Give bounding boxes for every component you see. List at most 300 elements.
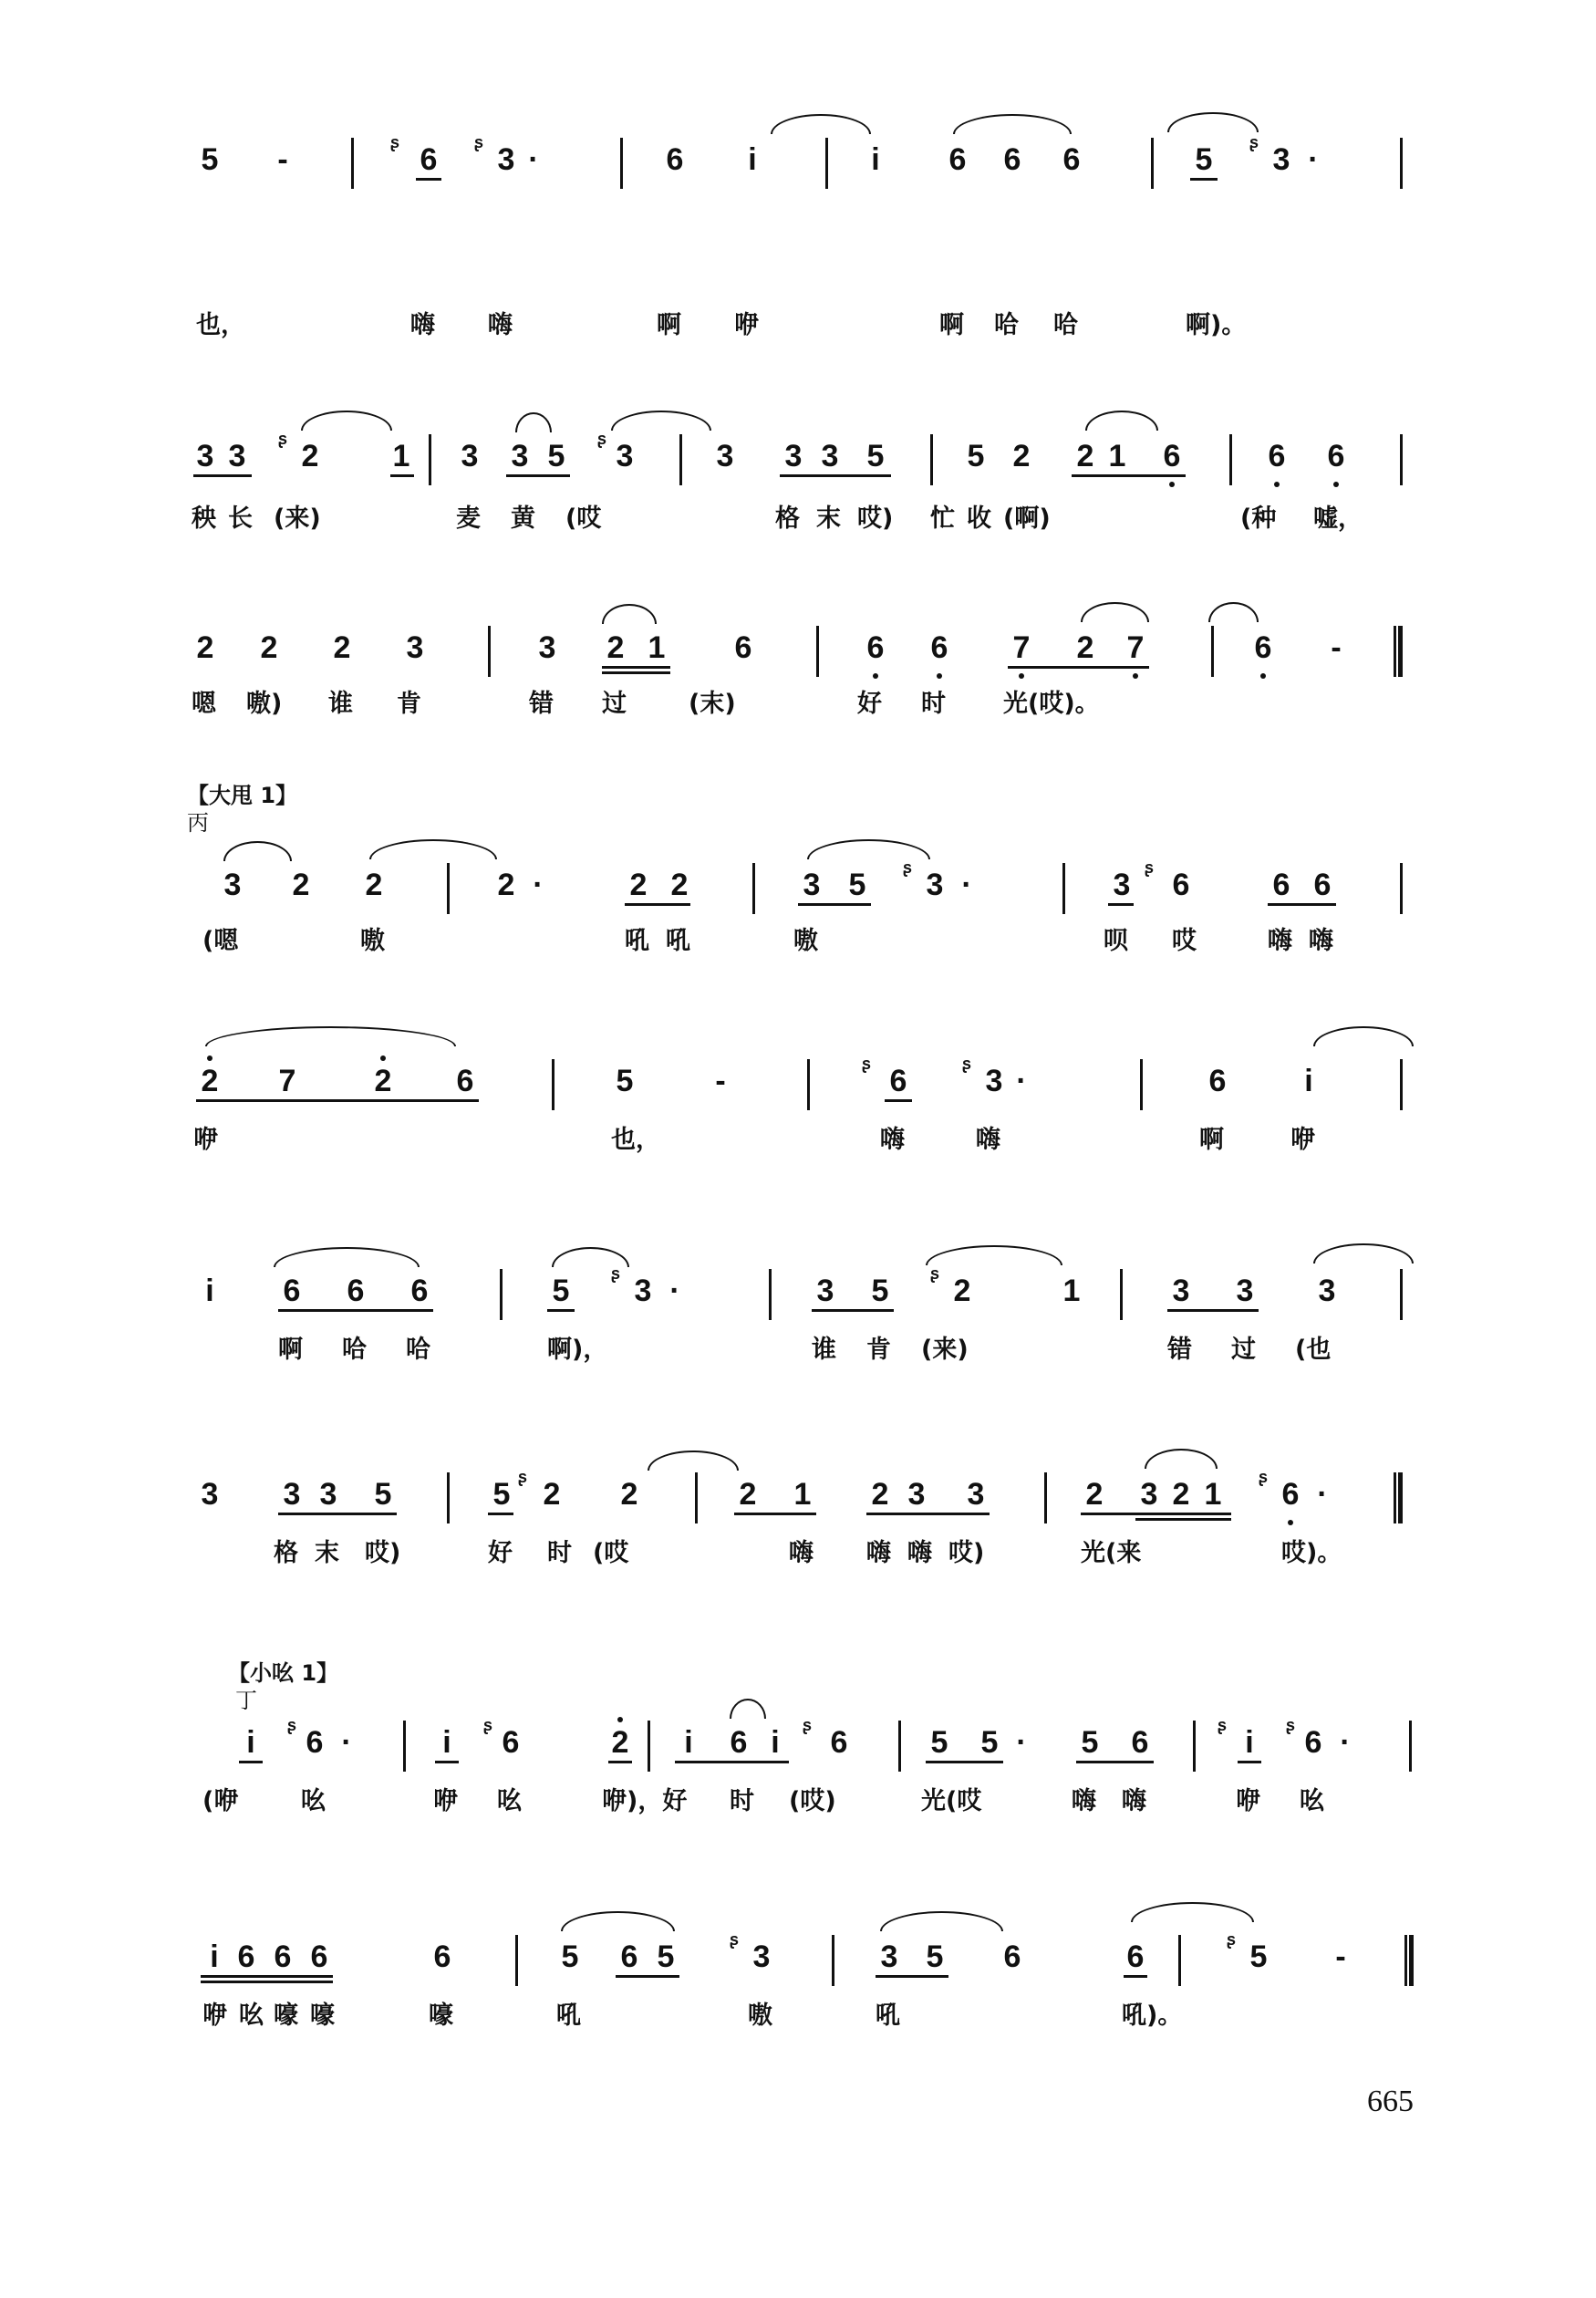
lyric: 时	[547, 1539, 572, 1567]
note: 5	[871, 1274, 889, 1308]
note: 6	[456, 1064, 474, 1098]
lyric: 吼	[556, 2002, 581, 2030]
lyric: 嘘，	[1313, 504, 1363, 533]
section-label: 【大甩 1】	[187, 783, 298, 808]
grace-note: ʂ	[597, 430, 607, 448]
low-octave-dot	[1169, 482, 1175, 487]
lyric: 好	[857, 690, 882, 718]
slur	[611, 411, 711, 431]
note: 3	[1172, 1274, 1190, 1308]
note: 3	[223, 868, 242, 902]
lyric: 吆	[1300, 1787, 1324, 1815]
lyric: (来)	[921, 1336, 969, 1364]
note: 3	[228, 439, 246, 473]
underline	[435, 1761, 459, 1763]
slur	[1208, 602, 1259, 622]
barline	[1044, 1472, 1047, 1523]
lyric: 嚎	[429, 2002, 453, 2030]
lyrics-row	[0, 504, 1596, 558]
lyric: 格	[775, 504, 800, 533]
note: -	[715, 1064, 726, 1098]
slur	[648, 1451, 739, 1471]
note: i	[246, 1725, 255, 1760]
note: 2	[611, 1725, 629, 1760]
lyric: 吼	[876, 2002, 900, 2030]
lyric: 格	[274, 1539, 298, 1567]
grace-note: ʂ	[962, 1055, 972, 1073]
final-barline	[1394, 626, 1403, 677]
slur	[807, 839, 930, 859]
grace-note: ʂ	[930, 1264, 940, 1283]
lyric: 吼)。	[1122, 2002, 1183, 2030]
barline	[769, 1269, 772, 1320]
underline	[1135, 1518, 1231, 1521]
slur	[1313, 1026, 1414, 1046]
lyric: 时	[730, 1787, 754, 1815]
barline	[1400, 434, 1403, 485]
barline	[1062, 863, 1065, 914]
slur-triplet	[953, 114, 1072, 134]
note: 2	[1012, 439, 1031, 473]
lyric: 嚎	[310, 2002, 335, 2030]
lyric: 光(哎)。	[1003, 690, 1100, 718]
grace-note: ʂ	[803, 1716, 813, 1734]
note: 5	[926, 1939, 944, 1974]
grace-note: ʂ	[1227, 1930, 1237, 1949]
note: 1	[793, 1477, 812, 1512]
underline	[602, 671, 670, 674]
note: 5	[1081, 1725, 1099, 1760]
underline	[876, 1975, 948, 1978]
note: 3	[1318, 1274, 1336, 1308]
lyric: 啊	[657, 311, 681, 339]
note: 2	[1076, 439, 1094, 473]
note: i	[442, 1725, 451, 1760]
barline	[620, 138, 623, 189]
lyric: 嗨	[1268, 927, 1292, 955]
lyric: 咿)，好	[602, 1787, 688, 1815]
note: 3	[716, 439, 734, 473]
note: 6	[1126, 1939, 1145, 1974]
note: 6	[410, 1274, 429, 1308]
note: 6	[930, 630, 948, 665]
note: 5	[848, 868, 866, 902]
slur	[1131, 1902, 1254, 1922]
lyric: 嗷	[748, 2002, 772, 2030]
note: 7	[1012, 630, 1031, 665]
lyric: 嗨	[1309, 927, 1333, 955]
underline	[506, 474, 570, 477]
notation-row	[0, 1055, 1596, 1118]
note: 3	[821, 439, 839, 473]
lyric: 嗨	[488, 311, 513, 339]
barline	[825, 138, 828, 189]
note: 6	[1208, 1064, 1227, 1098]
barline	[403, 1721, 406, 1772]
note: 5	[980, 1725, 999, 1760]
lyric: 哈	[406, 1336, 430, 1364]
slur	[1313, 1243, 1414, 1263]
slur	[926, 1245, 1062, 1265]
note: 3	[1272, 142, 1290, 177]
note: 6	[1172, 868, 1190, 902]
note: 3	[511, 439, 529, 473]
underline	[926, 1761, 1003, 1763]
note: i	[1245, 1725, 1254, 1760]
underline	[193, 474, 252, 477]
underline	[675, 1761, 789, 1763]
note: 3	[926, 868, 944, 902]
lyric: 嗷	[360, 927, 385, 955]
lyric: 嗨	[1072, 1787, 1096, 1815]
note: 2	[543, 1477, 561, 1512]
note: -	[1335, 1939, 1346, 1974]
note: 6	[1254, 630, 1272, 665]
lyric: (嗯	[202, 927, 239, 955]
note: 6	[1272, 868, 1290, 902]
lyrics-row	[0, 689, 1596, 743]
note: 5	[552, 1274, 570, 1308]
lyric: (哎	[593, 1539, 629, 1567]
lyric: (也	[1295, 1336, 1332, 1364]
lyric: 哎)	[365, 1539, 401, 1567]
lyric: 谁	[328, 690, 353, 718]
underline	[1124, 1975, 1147, 1978]
lyric: 嗨	[1122, 1787, 1146, 1815]
underline	[602, 666, 670, 669]
note: 2	[606, 630, 625, 665]
lyric: 忙	[930, 504, 955, 533]
lyric: 吆	[301, 1787, 326, 1815]
underline	[488, 1513, 513, 1515]
note: 3	[461, 439, 479, 473]
lyric: (末)	[689, 690, 736, 718]
barline	[1400, 1269, 1403, 1320]
note: 5	[616, 1064, 634, 1098]
note: 2	[953, 1274, 971, 1308]
lyric: (哎)	[789, 1787, 836, 1815]
note: 2	[260, 630, 278, 665]
lyric: 咿	[202, 2002, 227, 2030]
grace-note: ʂ	[474, 133, 484, 151]
note: ·	[1016, 1064, 1027, 1098]
note: 6	[274, 1939, 292, 1974]
note: 2	[620, 1477, 638, 1512]
slur	[1145, 1449, 1218, 1469]
lyric: 哎)。	[1281, 1539, 1342, 1567]
underline	[608, 1761, 632, 1763]
barline	[515, 1935, 518, 1986]
final-barline	[1394, 1472, 1403, 1523]
note: 3	[1236, 1274, 1254, 1308]
page-number: 665	[1367, 2085, 1414, 2118]
lyric: 错	[529, 690, 554, 718]
note: ·	[1016, 1725, 1027, 1760]
lyric: 吼	[666, 927, 690, 955]
lyrics-row	[0, 2001, 1596, 2055]
grace-note: ʂ	[287, 1716, 297, 1734]
lyric: (哎	[565, 504, 602, 533]
lyric: 也，	[611, 1126, 660, 1154]
slur	[771, 114, 871, 134]
note: 3	[497, 142, 515, 177]
lyric: 肯	[397, 690, 421, 718]
barline	[816, 626, 819, 677]
slur	[1081, 602, 1149, 622]
barline	[500, 1269, 503, 1320]
underline	[278, 1309, 433, 1312]
underline	[1190, 178, 1218, 181]
slur	[730, 1699, 766, 1719]
barline	[1151, 138, 1154, 189]
note: 6	[1313, 868, 1332, 902]
lyric: 麦	[456, 504, 481, 533]
note: 5	[547, 439, 565, 473]
slur-triplet	[274, 1247, 420, 1267]
grace-note: ʂ	[1286, 1716, 1296, 1734]
note: 6	[948, 142, 967, 177]
lyrics-row	[0, 1786, 1596, 1841]
lyrics-row	[0, 1125, 1596, 1180]
note: 6	[866, 630, 885, 665]
lyrics-row	[0, 1335, 1596, 1389]
note: 2	[365, 868, 383, 902]
lyric: 哈	[342, 1336, 367, 1364]
note: 3	[784, 439, 803, 473]
lyric: 过	[1231, 1336, 1256, 1364]
note: 2	[1076, 630, 1094, 665]
slur	[301, 411, 392, 431]
note: 6	[310, 1939, 328, 1974]
note: 6	[347, 1274, 365, 1308]
slur	[602, 604, 657, 624]
lyric: 咿	[734, 311, 759, 339]
barline	[488, 626, 491, 677]
note: 7	[278, 1064, 296, 1098]
note: 5	[1249, 1939, 1268, 1974]
note: 2	[629, 868, 648, 902]
low-octave-dot	[1133, 673, 1138, 679]
lyric: 嗨	[880, 1126, 905, 1154]
lyric: 哎)	[857, 504, 894, 533]
grace-note: ʂ	[1259, 1468, 1269, 1486]
grace-note: ʂ	[518, 1468, 528, 1486]
high-octave-dot	[207, 1055, 212, 1061]
note: 5	[866, 439, 885, 473]
low-octave-dot	[1333, 482, 1339, 487]
note: 3	[1113, 868, 1131, 902]
lyric: 哈	[1053, 311, 1078, 339]
underline	[1008, 666, 1149, 669]
note: 2	[333, 630, 351, 665]
lyric: 啊	[939, 311, 964, 339]
lyric: 嗨	[976, 1126, 1000, 1154]
note: 2	[739, 1477, 757, 1512]
note: 3	[967, 1477, 985, 1512]
note: ·	[1340, 1725, 1351, 1760]
lyric: 嗨	[866, 1539, 891, 1567]
notation-row	[0, 1716, 1596, 1779]
note: 2	[201, 1064, 219, 1098]
underline	[390, 474, 414, 477]
note: i	[210, 1939, 219, 1974]
note: 1	[648, 630, 666, 665]
final-barline	[1404, 1935, 1414, 1986]
slur	[205, 1026, 456, 1046]
grace-note: ʂ	[903, 858, 913, 877]
barline	[1140, 1059, 1143, 1110]
underline	[1238, 1761, 1261, 1763]
lyrics-row	[0, 926, 1596, 981]
low-octave-dot	[937, 673, 942, 679]
barline	[1193, 1721, 1196, 1772]
lyric: 时	[921, 690, 946, 718]
lyric: 嗷	[793, 927, 818, 955]
high-octave-dot	[617, 1717, 623, 1722]
grace-note: ʂ	[483, 1716, 493, 1734]
underline	[885, 1099, 912, 1102]
note: 3	[634, 1274, 652, 1308]
note: ·	[341, 1725, 352, 1760]
lyric: 嗷)	[246, 690, 283, 718]
underline	[616, 1975, 679, 1978]
slur	[1085, 411, 1158, 431]
note: 1	[1062, 1274, 1081, 1308]
lyric: 咿	[433, 1787, 458, 1815]
lyric: 哎)	[948, 1539, 985, 1567]
low-octave-dot	[1274, 482, 1280, 487]
slur	[515, 412, 552, 432]
section-sub-label: 丙	[187, 810, 209, 836]
underline	[625, 903, 690, 906]
barline	[648, 1721, 650, 1772]
note: 3	[616, 439, 634, 473]
lyric: 啊	[278, 1336, 303, 1364]
note: 3	[803, 868, 821, 902]
note: 6	[283, 1274, 301, 1308]
lyric: 末	[315, 1539, 339, 1567]
note: i	[205, 1274, 214, 1308]
note: 6	[830, 1725, 848, 1760]
underline	[1108, 903, 1134, 906]
lyric: 啊)，	[547, 1336, 608, 1364]
lyric: 错	[1167, 1336, 1192, 1364]
lyrics-row	[0, 310, 1596, 365]
note: 5	[657, 1939, 675, 1974]
note: 3	[985, 1064, 1003, 1098]
underline	[201, 1975, 333, 1978]
note: 5	[374, 1477, 392, 1512]
slur	[1167, 112, 1259, 132]
underline	[1081, 1513, 1231, 1515]
low-octave-dot	[1260, 673, 1266, 679]
note: 6	[666, 142, 684, 177]
note: 6	[1281, 1477, 1300, 1512]
lyric: 啊	[1199, 1126, 1224, 1154]
underline	[812, 1309, 894, 1312]
note: -	[1331, 630, 1342, 665]
note: 2	[871, 1477, 889, 1512]
lyric: 咿	[1290, 1126, 1315, 1154]
low-octave-dot	[1019, 673, 1024, 679]
barline	[807, 1059, 810, 1110]
underline	[734, 1513, 816, 1515]
note: 3	[880, 1939, 898, 1974]
note: 5	[1195, 142, 1213, 177]
note: 3	[201, 1477, 219, 1512]
lyric: 光(哎	[921, 1787, 982, 1815]
underline	[1072, 474, 1186, 477]
barline	[1409, 1721, 1412, 1772]
note: 3	[196, 439, 214, 473]
note: 2	[292, 868, 310, 902]
note: 6	[734, 630, 752, 665]
underline	[866, 1513, 990, 1515]
grace-note: ʂ	[390, 133, 400, 151]
lyric: 谁	[812, 1336, 836, 1364]
note: 3	[907, 1477, 926, 1512]
note: 6	[1003, 142, 1021, 177]
lyric: 哎	[1172, 927, 1197, 955]
note: 6	[1304, 1725, 1322, 1760]
section-label: 【小吆 1】	[228, 1660, 339, 1686]
lyric: 吆	[239, 2002, 264, 2030]
note: 6	[730, 1725, 748, 1760]
underline	[201, 1981, 333, 1983]
barline	[1211, 626, 1214, 677]
note: 3	[1140, 1477, 1158, 1512]
note: -	[277, 142, 288, 177]
barline	[832, 1935, 834, 1986]
lyric: 黄	[511, 504, 535, 533]
barline	[1229, 434, 1232, 485]
note: 1	[392, 439, 410, 473]
lyric: 秧	[192, 504, 216, 533]
note: 2	[196, 630, 214, 665]
note: 6	[237, 1939, 255, 1974]
lyric: 好	[488, 1539, 513, 1567]
barline	[1400, 138, 1403, 189]
grace-note: ʂ	[1218, 1716, 1228, 1734]
note: 7	[1126, 630, 1145, 665]
lyric: 哈	[994, 311, 1019, 339]
note: 6	[1268, 439, 1286, 473]
note: 6	[889, 1064, 907, 1098]
grace-note: ʂ	[1145, 858, 1155, 877]
note: 5	[967, 439, 985, 473]
note: i	[771, 1725, 780, 1760]
lyric: 过	[602, 690, 627, 718]
note: 3	[752, 1939, 771, 1974]
note: 6	[1327, 439, 1345, 473]
grace-note: ʂ	[278, 430, 288, 448]
barline	[447, 1472, 450, 1523]
note: 2	[497, 868, 515, 902]
underline	[416, 178, 441, 181]
note: 5	[561, 1939, 579, 1974]
note: 3	[319, 1477, 337, 1512]
note: 2	[1085, 1477, 1104, 1512]
low-octave-dot	[1288, 1520, 1293, 1525]
note: 6	[306, 1725, 324, 1760]
note: ·	[961, 868, 972, 902]
grace-note: ʂ	[862, 1055, 872, 1073]
underline	[239, 1761, 263, 1763]
barline	[930, 434, 933, 485]
notation-row	[0, 858, 1596, 921]
note: ·	[528, 142, 539, 177]
note: 6	[1062, 142, 1081, 177]
